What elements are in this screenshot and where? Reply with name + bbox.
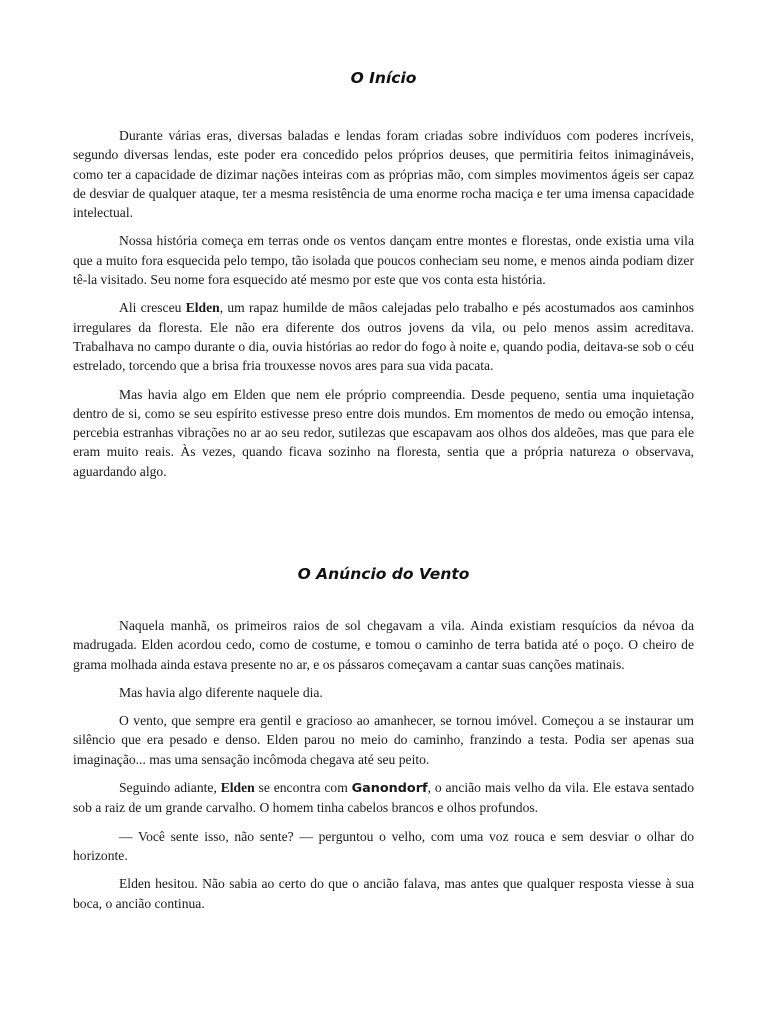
text-run: se encontra com xyxy=(254,780,352,796)
text-run: , um rapaz humilde de mãos calejadas pelo trabalho e pés acostumados aos caminhos irregulares da floresta. Ele não era diferente dos outros jovens da vila, ou pelo menos assim acreditava. Trabalhava no campo durante o dia, ouvia histórias ao redor do fogo à noite e, quando podia, deitava-se sob o céu estrelado, torcendo que a brisa fria trouxesse novos ares para sua vida pacata. xyxy=(73,300,694,374)
text-run: Seguindo adiante, xyxy=(119,780,221,796)
character-name-elden: Elden xyxy=(185,300,220,316)
paragraph: Durante várias eras, diversas baladas e lendas foram criadas sobre indivíduos com poderes incríveis, segundo diversas lendas, este poder era concedido pelos próprios deuses, que permitiria feitos inimagináveis, como ter a capacidade de dizimar nações inteiras com as próprias mão, com simples movimentos ágeis ser capaz de desviar de qualquer ataque, ter a mesma resistência de uma enorme rocha maciça e ter uma imensa capacidade intelectual. xyxy=(73,128,694,221)
chapter-body xyxy=(73,126,694,490)
paragraph: Nossa história começa em terras onde os ventos dançam entre montes e florestas, onde existia uma vila que a muito fora esquecida pelo tempo, tão isolada que poucos conheciam seu nome, e menos ainda podiam dizer tê-la visitado. Seu nome fora esquecido até mesmo por este que vos conta esta história. xyxy=(73,233,694,288)
chapter-title: O Anúncio do Vento xyxy=(297,565,470,583)
text-run: , o ancião mais velho da vila. Ele estava sentado sob a raiz de um grande carvalho. O homem tinha cabelos brancos e olhos profundos. xyxy=(73,780,694,816)
paragraph xyxy=(73,778,694,818)
paragraph xyxy=(73,298,694,375)
text-run: Ali cresceu xyxy=(119,300,186,316)
paragraph: Mas havia algo diferente naquele dia. xyxy=(119,684,323,700)
chapter-body xyxy=(73,616,694,922)
paragraph: Elden hesitou. Não sabia ao certo do que o ancião falava, mas antes que qualquer resposta viesse à sua boca, o ancião continua. xyxy=(73,876,694,911)
character-name-elden: Elden xyxy=(220,780,255,796)
character-name-ganondorf: Ganondorf xyxy=(351,781,428,797)
paragraph: O vento, que sempre era gentil e gracioso ao amanhecer, se tornou imóvel. Começou a se instaurar um silêncio que era pesado e denso. Elden parou no meio do caminho, franzindo a testa. Podia ser apenas sua imaginação... mas uma sensação incômoda chegava até seu peito. xyxy=(73,713,694,767)
paragraph: — Você sente isso, não sente? — perguntou o velho, com uma voz rouca e sem desviar o olhar do horizonte. xyxy=(73,828,694,863)
paragraph: Naquela manhã, os primeiros raios de sol chegavam a vila. Ainda existiam resquícios da névoa da madrugada. Elden acordou cedo, como de costume, e tomou o caminho de terra batida até o poço. O cheiro de grama molhada ainda estava presente no ar, e os pássaros começavam a cantar suas canções matinais. xyxy=(73,618,694,672)
chapter-title: O Início xyxy=(350,69,417,87)
paragraph: Mas havia algo em Elden que nem ele próprio compreendia. Desde pequeno, sentia uma inquietação dentro de si, como se seu espírito estivesse preso entre dois mundos. Em momentos de medo ou emoção intensa, percebia estranhas vibrações no ar ao seu redor, sutilezas que escapavam aos olhos dos aldeões, mas que para ele eram muito reais. Às vezes, quando ficava sozinho na floresta, sentia que a própria natureza o observava, aguardando algo. xyxy=(73,386,694,479)
